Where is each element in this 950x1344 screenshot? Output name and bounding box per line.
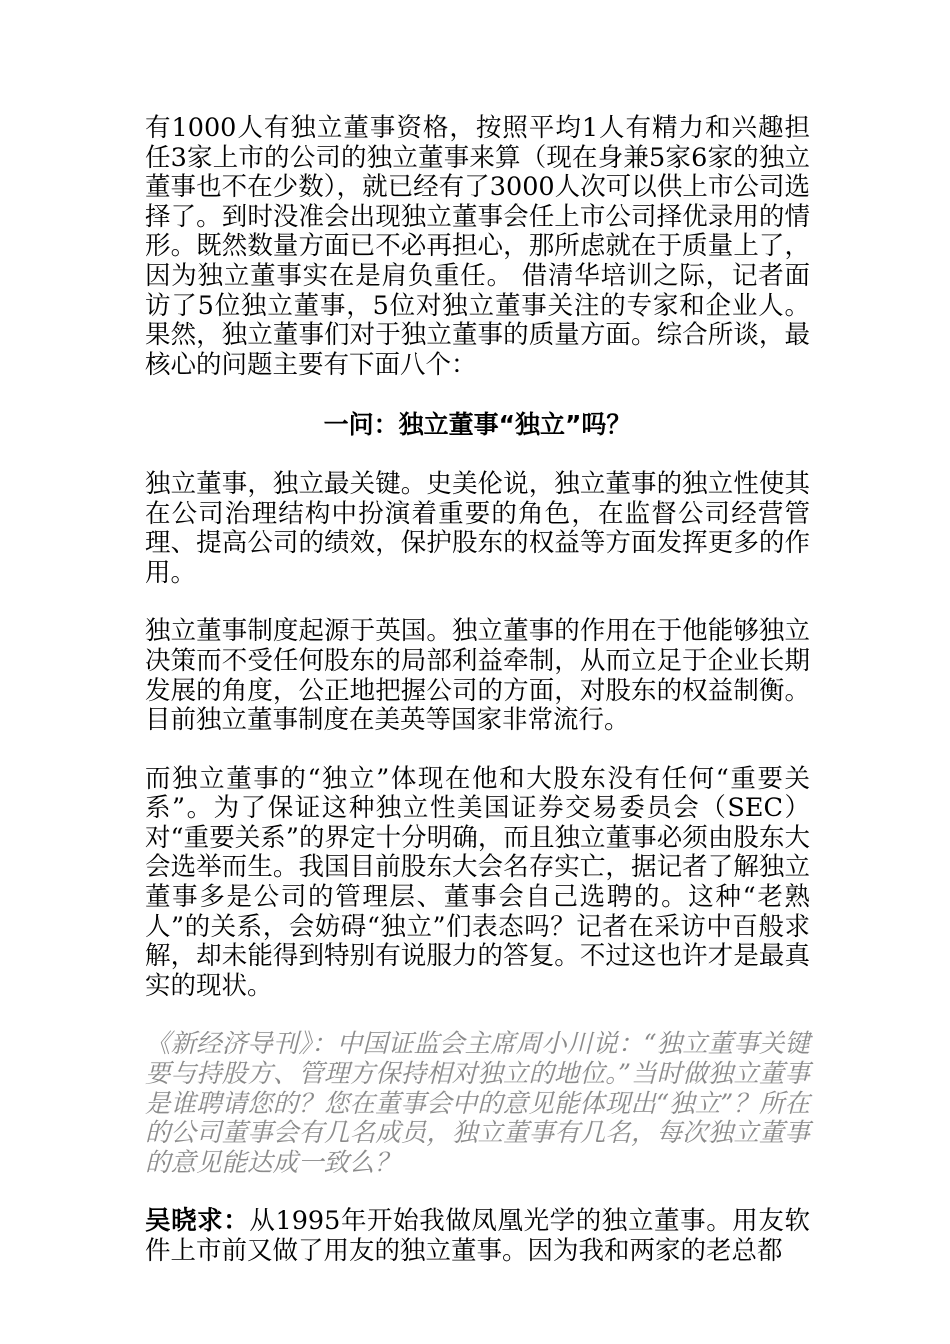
intro-paragraph: 有1000人有独立董事资格，按照平均1人有精力和兴趣担任3家上市的公司的独立董事来算（现在身兼5家6家的独立董事也不在少数），就已经有了3000人次可以供上市公司选择了。到时没准会出现独立董事会任上市公司择优录用的情形。既然数量方面已不必再担心，那所虑就在于质量上了，因为独立董事实在是肩负重任。 借清华培训之际，记者面访了5位独立董事，5位对独立董事关注的专家和企业人。果然，独立董事们对于独立董事的质量方面。综合所谈，最核心的问题主要有下面八个： bbox=[145, 113, 810, 380]
section-heading: 一问：独立董事“独立”吗？ bbox=[323, 410, 632, 440]
interview-question: 《新经济导刊》：中国证监会主席周小川说：“独立董事关键要与持股方、管理方保持相对独立的地位。”当时做独立董事是谁聘请您的？您在董事会中的意见能体现出“独立”？所在的公司董事会有几名成员，独立董事有几名，每次独立董事的意见能达成一致么？ bbox=[145, 1029, 810, 1178]
body-paragraph-1: 独立董事，独立最关键。史美伦说，独立董事的独立性使其在公司治理结构中扮演着重要的角色，在监督公司经营管理、提高公司的绩效，保护股东的权益等方面发挥更多的作用。 bbox=[145, 468, 810, 588]
body-paragraph-3: 而独立董事的“独立”体现在他和大股东没有任何“重要关系”。为了保证这种独立性美国证券交易委员会（SEC）对“重要关系”的界定十分明确，而且独立董事必须由股东大会选举而生。我国目前股东大会名存实亡，据记者了解独立董事多是公司的管理层、董事会自己选聘的。这种“老熟人”的关系，会妨碍“独立”们表态吗？记者在采访中百般求解，却未能得到特别有说服力的答复。不过这也许才是最真实的现状。 bbox=[145, 763, 810, 1001]
answer-speaker: 吴晓求： bbox=[145, 1206, 250, 1237]
body-paragraph-2: 独立董事制度起源于英国。独立董事的作用在于他能够独立决策而不受任何股东的局部利益牵制，从而立足于企业长期发展的角度，公正地把握公司的方面，对股东的权益制衡。目前独立董事制度在美英等国家非常流行。 bbox=[145, 616, 810, 736]
answer-text: 从1995年开始我做凤凰光学的独立董事。用友软件上市前又做了用友的独立董事。因为我和两家的老总都 bbox=[145, 1206, 810, 1266]
document-page bbox=[145, 114, 810, 1267]
interview-answer bbox=[145, 1207, 810, 1266]
